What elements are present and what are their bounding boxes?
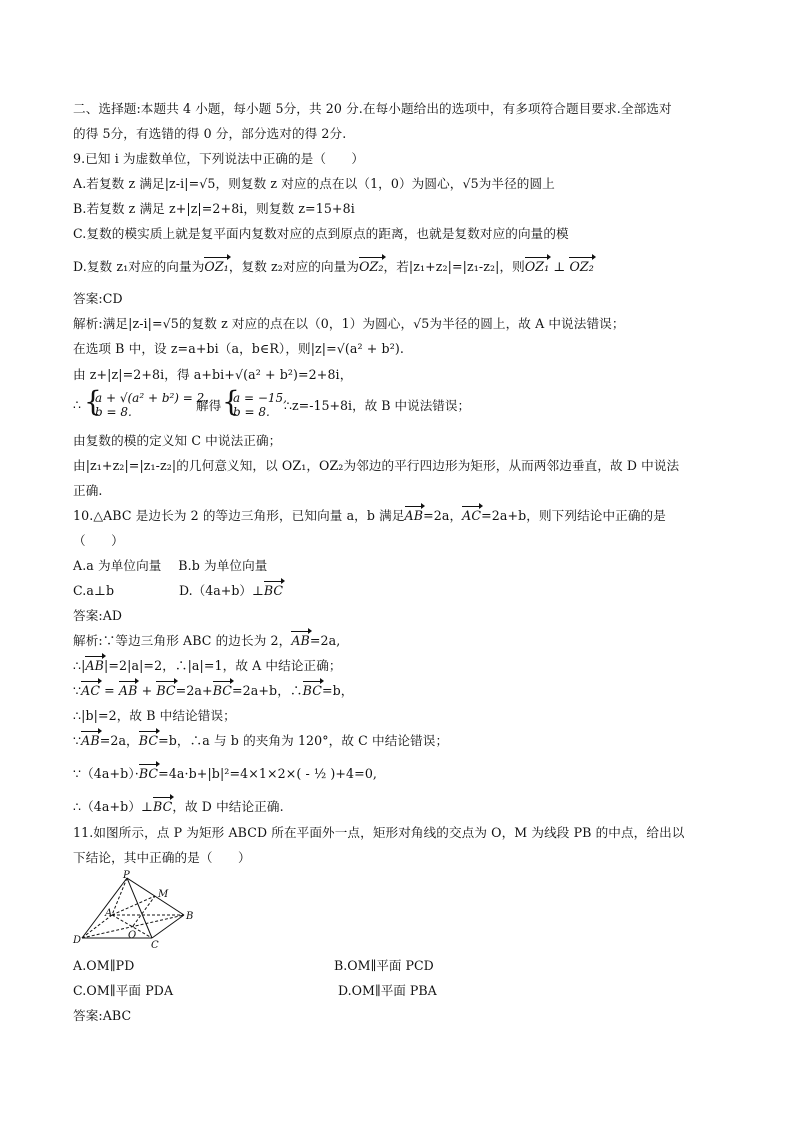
section-header-line-2: 的得 5分，有选错的得 0 分，部分选对的得 2分. [73,126,347,141]
q10-analysis-6-mid: =4a·b+|b|²=4×1×2× [158,766,297,781]
vector-oz1-b: OZ₁ [524,259,550,274]
q10-stem [73,508,666,524]
brace-left-2: { [222,385,240,418]
vector-ab-a1: AB [291,633,310,648]
q10-analysis-5 [73,733,448,749]
q10-analysis-2-pre: ∴| [73,658,86,673]
q10-analysis-1-post: =2a, [309,633,341,648]
q11-option-b: B.OM∥平面 PCD [334,958,434,973]
vector-ab-a5: AB [81,733,100,748]
q10-analysis-5-end: =b，∴a 与 b 的夹角为 120°，故 C 中结论错误； [158,733,449,748]
q9-option-d-text-2: ，复数 z₂对应的向量为 [228,259,360,274]
vector-bc: BC [263,583,283,598]
system1-eq1: a + √(a² + b²) = 2, [95,391,209,405]
vector-ab: AB [404,508,424,523]
vector-oz2: OZ₂ [359,259,384,274]
q9-analysis-7: 正确. [73,483,103,498]
q11-stem-1: 11.如图所示，点 P 为矩形 ABCD 所在平面外一点，矩形对角线的交点为 O，M 为线段 PB 的中点，给出以 [73,825,685,840]
vector-bc-a6: BC [138,766,159,781]
vector-ab-a3: AB [118,683,138,698]
system2-eq1: a = −15, [233,391,287,405]
q10-option-d-text: D.（4a+b）⊥ [179,583,264,598]
q10-analysis-6-end: +4=0, [335,766,378,781]
q9-analysis-2: 在选项 B 中，设 z=a+bi（a，b∈R），则|z|=√(a² + b²). [73,341,404,356]
q9-option-d-text-1: D.复数 z₁对应的向量为 [73,259,205,274]
brace-left-1: { [84,385,102,418]
q10-analysis-3 [73,683,353,699]
q9-option-a: A.若复数 z 满足|z-i|=√5，则复数 z 对应的点在以（1，0）为圆心，√5为半径的圆上 [73,176,555,191]
q9-analysis-5: 由复数的模的定义知 C 中说法正确； [73,433,282,448]
q10-stem-text-2: =2a， [423,508,463,523]
q10-analysis-7-end: ，故 D 中结论正确. [172,799,284,814]
vector-ab-a2: AB [85,658,105,673]
q10-analysis-2-post: |=2|a|=2，∴|a|=1，故 A 中结论正确； [104,658,342,673]
q10-analysis-6 [73,766,377,782]
q10-stem-text-1: 10.△ABC 是边长为 2 的等边三角形，已知向量 a，b 满足 [73,508,405,523]
system1-eq2: b = 8. [95,405,132,419]
vector-ac-a3: AC [81,683,101,698]
q11-option-d: D.OM∥平面 PBA [338,983,437,998]
vector-ac: AC [462,508,482,523]
label-m: M [158,889,169,900]
system2-eq2: b = 8. [233,405,270,419]
label-d: D [73,935,82,946]
q10-analysis-7 [73,799,284,815]
q10-analysis-5-pre: ∵ [73,733,82,748]
solve-text: 解得 [196,398,222,413]
q10-analysis-2 [73,658,342,674]
label-b: B [186,911,194,922]
vector-oz1: OZ₁ [204,259,229,274]
q9-stem: 9.已知 i 为虚数单位，下列说法中正确的是（ ） [73,151,365,166]
vector-bc-a3b: BC [212,683,233,698]
q9-analysis-4 [73,397,81,413]
q10-analysis-3-mid: =2a+ [175,683,213,698]
q9-option-d-text-3: ，若|z₁+z₂|=|z₁-z₂|，则 [383,259,525,274]
q10-stem-paren: （ ） [73,533,124,548]
vector-oz2-b: OZ₂ [569,259,594,274]
q11-option-c: C.OM∥平面 PDA [73,983,174,998]
label-a: A [105,908,113,919]
q9-answer: 答案:CD [73,291,123,306]
q10-analysis-5-mid: =2a， [99,733,139,748]
therefore-symbol: ∴ [73,397,82,412]
pyramid-diagram [72,870,212,950]
label-p: P [123,870,130,881]
section-header-line-1: 二、选择题:本题共 4 小题，每小题 5分，共 20 分.在每小题给出的选项中，有多项符合题目要求.全部选对 [73,101,672,116]
q10-stem-text-3: =2a+b，则下列结论中正确的是 [481,508,666,523]
q9-option-d [73,259,594,275]
q10-analysis-3-eq: = [100,683,119,698]
q10-options-ab: A.a 为单位向量 B.b 为单位向量 [73,558,268,573]
edge-cb [152,915,184,938]
q10-analysis-3-plus: + [137,683,157,698]
vector-bc-a3: BC [156,683,176,698]
vector-bc-a3c: BC [302,683,322,698]
q9-option-d-perp: ⊥ [549,259,570,274]
label-o: O [128,930,137,941]
q10-analysis-1 [73,633,340,649]
vector-bc-a5: BC [138,733,159,748]
q10-option-d [179,583,283,599]
edge-pc [127,878,152,938]
q10-analysis-6-frac: ( - ½ ) [296,766,336,781]
edge-pb [127,878,184,915]
q10-answer: 答案:AD [73,608,123,623]
q9-analysis-1: 解析:满足|z-i|=√5的复数 z 对应的点在以（0，1）为圆心，√5为半径的圆上，故 A 中说法错误； [73,316,625,331]
q10-analysis-3-mid2: =2a+b，∴ [232,683,303,698]
q10-analysis-7-pre: ∴（4a+b）⊥ [73,799,153,814]
q11-answer: 答案:ABC [73,1008,132,1023]
edge-pa [112,878,127,915]
q10-analysis-6-pre: ∵（4a+b）· [73,766,139,781]
q9-analysis-6: 由|z₁+z₂|=|z₁-z₂|的几何意义知，以 OZ₁，OZ₂为邻边的平行四边形为矩形，从而两邻边垂直，故 D 中说法 [73,458,680,473]
q10-option-c: C.a⊥b [73,583,115,598]
q10-analysis-3-end: =b， [321,683,354,698]
vector-bc-a7: BC [152,799,173,814]
label-c: C [151,940,159,950]
q10-analysis-1-pre: 解析:∵等边三角形 ABC 的边长为 2， [73,633,292,648]
q9-analysis-3: 由 z+|z|=2+8i，得 a+bi+√(a² + b²)=2+8i， [73,367,353,382]
q11-option-a: A.OM∥PD [73,958,135,973]
q9-analysis-4-tail: ∴z=-15+8i，故 B 中说法错误； [284,398,471,413]
q11-stem-2: 下结论，其中正确的是（ ） [73,850,251,865]
q9-option-b: B.若复数 z 满足 z+|z|=2+8i，则复数 z=15+8i [73,201,355,216]
q10-analysis-3-pre: ∵ [73,683,82,698]
q9-option-c: C.复数的模实质上就是复平面内复数对应的点到原点的距离，也就是复数对应的向量的模 [73,226,569,241]
q10-analysis-4: ∴|b|=2，故 B 中结论错误； [73,708,236,723]
